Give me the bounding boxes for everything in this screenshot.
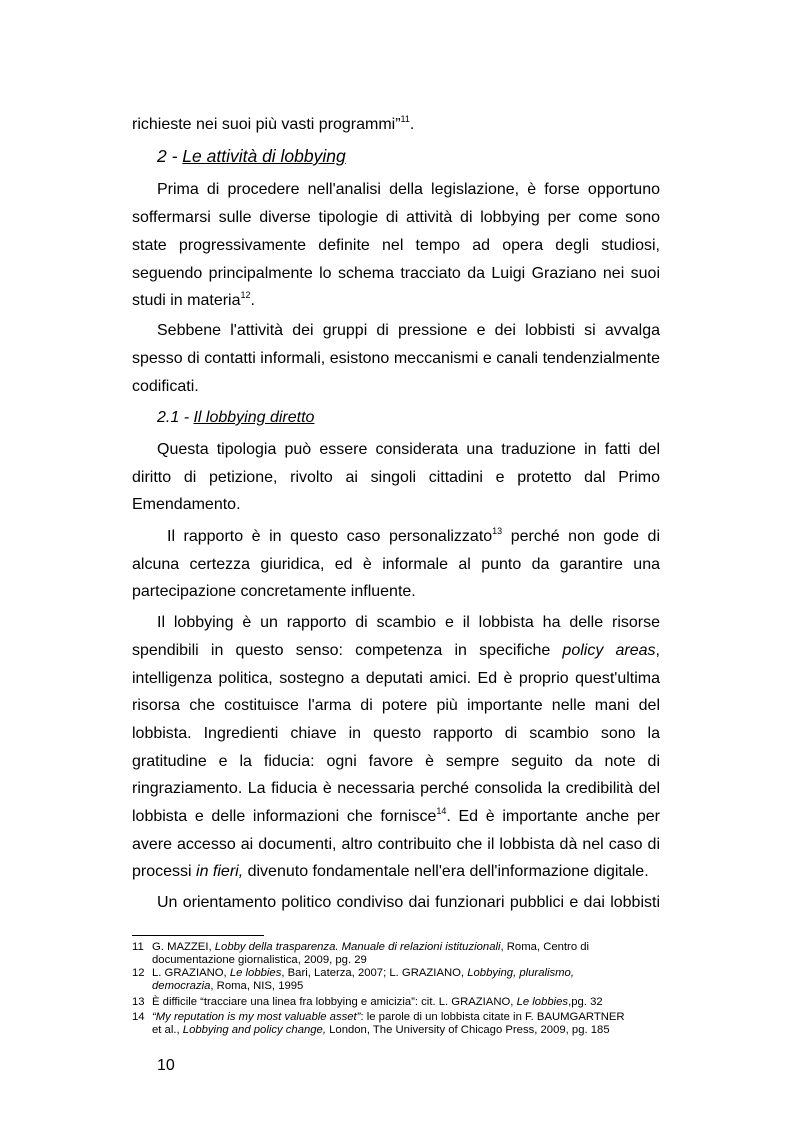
text-line: Questa tipologia può essere considerata una traduzione in fatti del (157, 441, 660, 458)
footnote-ref: 11 (400, 114, 410, 124)
text-line: soffermarsi sulle diverse tipologie di attività di lobbying per come sono (132, 209, 660, 226)
text-line: ringraziamento. La fiducia è necessaria perché consolida la credibilità del (132, 780, 660, 797)
text-line: studi in materia$^{12}$. (132, 290, 255, 309)
subsection-heading: 2.1 - Il lobbying diretto (157, 409, 315, 426)
footnote-number: 12 (132, 967, 145, 979)
text-line: Prima di procedere nell'analisi della legislazione, è forse opportuno (157, 181, 660, 198)
footnote-number: 13 (132, 996, 145, 1008)
footnote-text: “My reputation is my most valuable asset”: le parole di un lobbista citate in F. BAUMGARTNER (152, 1011, 625, 1023)
footnote-ref: 12 (240, 290, 251, 300)
text-line: Il rapporto è in questo caso personalizzato$^{13}$ perché non gode di (167, 526, 660, 545)
text-line: partecipazione concretamente influente. (132, 583, 416, 600)
text-line: gratitudine e la fiducia: ogni favore è sempre seguito da note di (132, 753, 660, 770)
text-line: alcuna certezza giuridica, ed è informale al punto da garantire una (132, 556, 660, 573)
text-line: richieste nei suoi più vasti programmi”$^{11}$. (132, 114, 415, 133)
text-line: intelligenza politica, sostegno a deputati amici. Ed è proprio quest'ultima (132, 670, 660, 687)
text-line: lobbista e delle informazioni che fornisce$^{14}$. Ed è importante anche per (132, 806, 661, 825)
text-line: lobbista. Ingredienti chiave in questo rapporto di scambio sono la (132, 725, 660, 742)
text-line: Sebbene l'attività dei gruppi di pressione e dei lobbisti si avvalga (157, 322, 660, 339)
text-line: state progressivamente definite nel tempo ad opera degli studiosi, (132, 237, 660, 254)
footnote-ref: 14 (436, 806, 447, 816)
text-line: avere accesso ai documenti, altro contribuito che il lobbista dà nel caso di (132, 836, 660, 853)
footnote-number: 11 (132, 941, 144, 953)
text-line: Il lobbying è un rapporto di scambio e il lobbista ha delle risorse (157, 614, 660, 631)
text-line: spendibili in questo senso: competenza in specifiche policy areas, (132, 642, 660, 659)
text-line: Emendamento. (132, 496, 241, 513)
text-line: processi in fieri, divenuto fondamentale nell'era dell'informazione digitale. (132, 863, 649, 880)
footnote-ref: 13 (492, 526, 503, 536)
text-line: codificati. (132, 378, 199, 395)
footnote-text: G. MAZZEI, Lobby della trasparenza. Manuale di relazioni istituzionali, Roma, Centro di (152, 941, 590, 953)
text-line: spesso di contatti informali, esistono meccanismi e canali tendenzialmente (132, 350, 660, 367)
page-number: 10 (157, 1057, 175, 1074)
footnote-separator (132, 935, 264, 936)
footnote-text: L. GRAZIANO, Le lobbies, Bari, Laterza, 2007; L. GRAZIANO, Lobbying, pluralismo, (152, 967, 574, 979)
footnote-number: 14 (132, 1011, 145, 1023)
text-line: seguendo principalmente lo schema tracciato da Luigi Graziano nei suoi (132, 265, 660, 282)
footnote-text: È difficile “tracciare una linea fra lobbying e amicizia”: cit. L. GRAZIANO, Le lobbies,pg. 32 (152, 996, 603, 1008)
text-line: Un orientamento politico condiviso dai funzionari pubblici e dai lobbisti (157, 894, 660, 911)
section-heading: 2 - Le attività di lobbying (157, 146, 346, 166)
text-line: diritto di petizione, rivolto ai singoli cittadini e protetto dal Primo (132, 469, 660, 486)
text-line: risorsa che costituisce l'arma di potere più importante nelle mani del (132, 697, 660, 714)
